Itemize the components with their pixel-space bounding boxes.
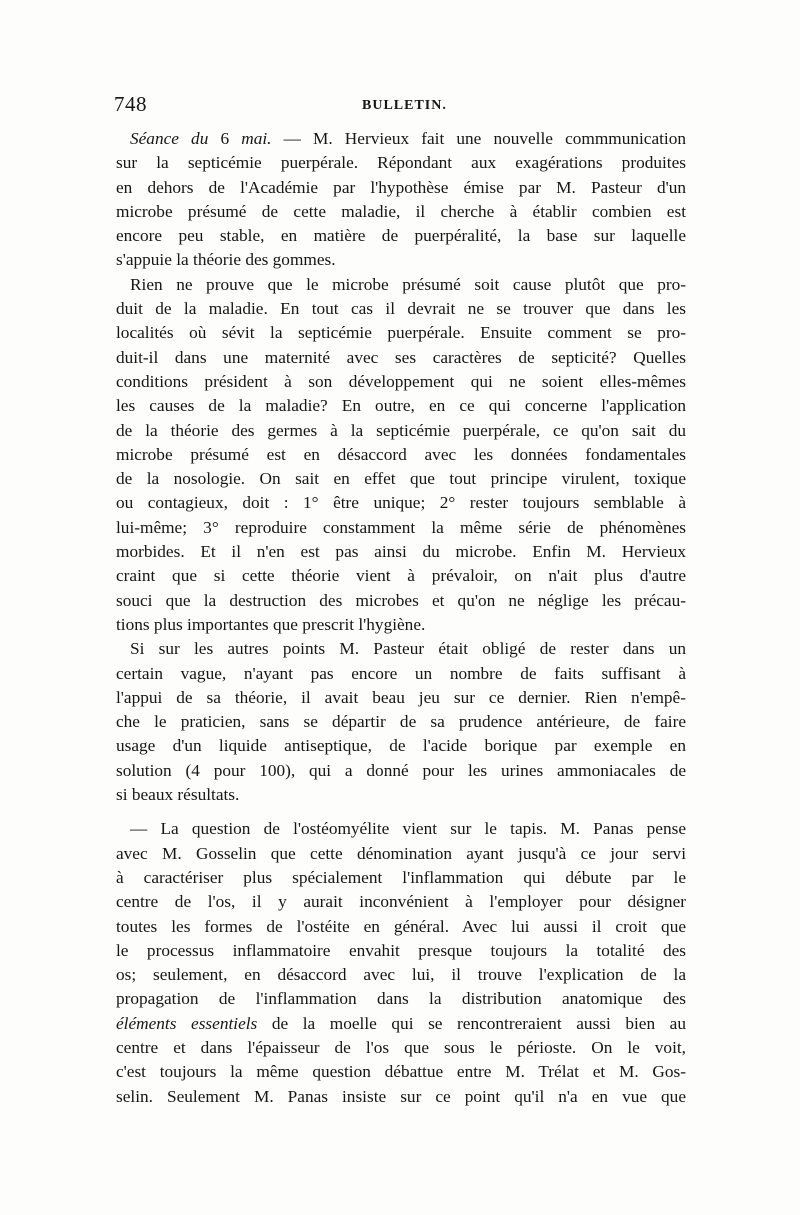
italic-month: mai. [241,129,272,148]
line-text: — M. Hervieux fait une nouvelle commmunication [271,129,687,148]
text-line: encore peu stable, en matière de puerpéralité, la base sur laquelle [116,226,686,246]
text-line: de la théorie des germes à la septicémie puerpérale, ce qu'on sait du [116,420,686,440]
paragraph-microbe [116,273,686,637]
text-line: che le praticien, sans se départir de sa prudence antérieure, de faire [116,712,686,732]
text-line: usage d'un liquide antiseptique, de l'acide borique par exemple en [116,736,686,756]
text-line: os; seulement, en désaccord avec lui, il trouve l'explication de la [116,965,686,985]
paragraph-pasteur [116,637,686,807]
text-line: sur la septicémie puerpérale. Répondant aux exagérations produites [116,153,686,173]
text-line [116,127,686,151]
text-line: selin. Seulement M. Panas insiste sur ce point qu'il n'a en vue que [116,1086,686,1106]
text-line: tions plus importantes que prescrit l'hygiène. [116,614,426,634]
text-line: les causes de la maladie? En outre, en ce qui concerne l'application [116,396,686,416]
text-line: de la nosologie. On sait en effet que tout principe virulent, toxique [116,469,686,489]
text-line: s'appuie la théorie des gommes. [116,250,336,270]
text-line: microbe présumé de cette maladie, il cherche à établir combien est [116,201,686,221]
page-header [114,92,686,118]
text-line: l'appui de sa théorie, il avait beau jeu sur ce dernier. Rien n'empê- [116,687,686,707]
text-line: propagation de l'inflammation dans la distribution anatomique des [116,989,686,1009]
line-text: de la moelle qui se rencontreraient aussi bien au [257,1013,686,1033]
text-line: Rien ne prouve que le microbe présumé soit cause plutôt que pro- [130,274,686,294]
body-text [116,127,686,1109]
text-line: en dehors de l'Académie par l'hypothèse émise par M. Pasteur d'un [116,177,686,197]
text-line: duit de la maladie. En tout cas il devrait ne se trouver que dans les [116,299,686,319]
text-line: — La question de l'ostéomyélite vient sur le tapis. M. Panas pense [130,819,686,839]
date-day: 6 [208,129,242,148]
text-line: si beaux résultats. [116,785,240,805]
text-line [116,1012,686,1036]
text-line: localités où sévit la septicémie puerpérale. Ensuite comment se pro- [116,323,686,343]
text-line: centre de l'os, il y aurait inconvénient à l'employer pour désigner [116,892,686,912]
text-line: à caractériser plus spécialement l'inflammation qui débute par le [116,867,686,887]
text-line: solution (4 pour 100), qui a donné pour les urines ammoniacales de [116,760,686,780]
text-line: lui-même; 3° reproduire constamment la même série de phénomènes [116,517,686,537]
paragraph-seance [116,127,686,273]
text-line: toutes les formes de l'ostéite en général. Avec lui aussi il croit que [116,916,686,936]
text-line: craint que si cette théorie vient à prévaloir, on n'ait plus d'autre [116,566,686,586]
running-head: BULLETIN. [362,98,447,113]
text-line: centre et dans l'épaisseur de l'os que sous le périoste. On le voit, [116,1037,686,1057]
text-line: Si sur les autres points M. Pasteur était obligé de rester dans un [130,639,686,659]
text-line: certain vague, n'ayant pas encore un nombre de faits suffisant à [116,663,686,683]
text-line: duit-il dans une maternité avec ses caractères de septicité? Quelles [116,347,686,367]
italic-term: éléments essentiels [116,1013,258,1033]
italic-date-label: Séance du [130,129,209,148]
text-line: le processus inflammatoire envahit presque toujours la totalité des [116,940,686,960]
paragraph-gap [116,807,686,817]
paragraph-osteomyelite [116,817,686,1109]
text-line: avec M. Gosselin que cette dénomination ayant jusqu'à ce jour servi [116,843,686,863]
text-line: morbides. Et il n'en est pas ainsi du microbe. Enfin M. Hervieux [116,542,686,562]
text-line: conditions président à son développement qui ne soient elles-mêmes [116,371,686,391]
text-line: souci que la destruction des microbes et qu'on ne néglige les précau- [116,590,686,610]
text-line: microbe présumé est en désaccord avec les données fondamentales [116,444,686,464]
text-line: c'est toujours la même question débattue entre M. Trélat et M. Gos- [116,1062,686,1082]
page-number: 748 [114,92,147,116]
text-line: ou contagieux, doit : 1° être unique; 2° rester toujours semblable à [116,493,686,513]
